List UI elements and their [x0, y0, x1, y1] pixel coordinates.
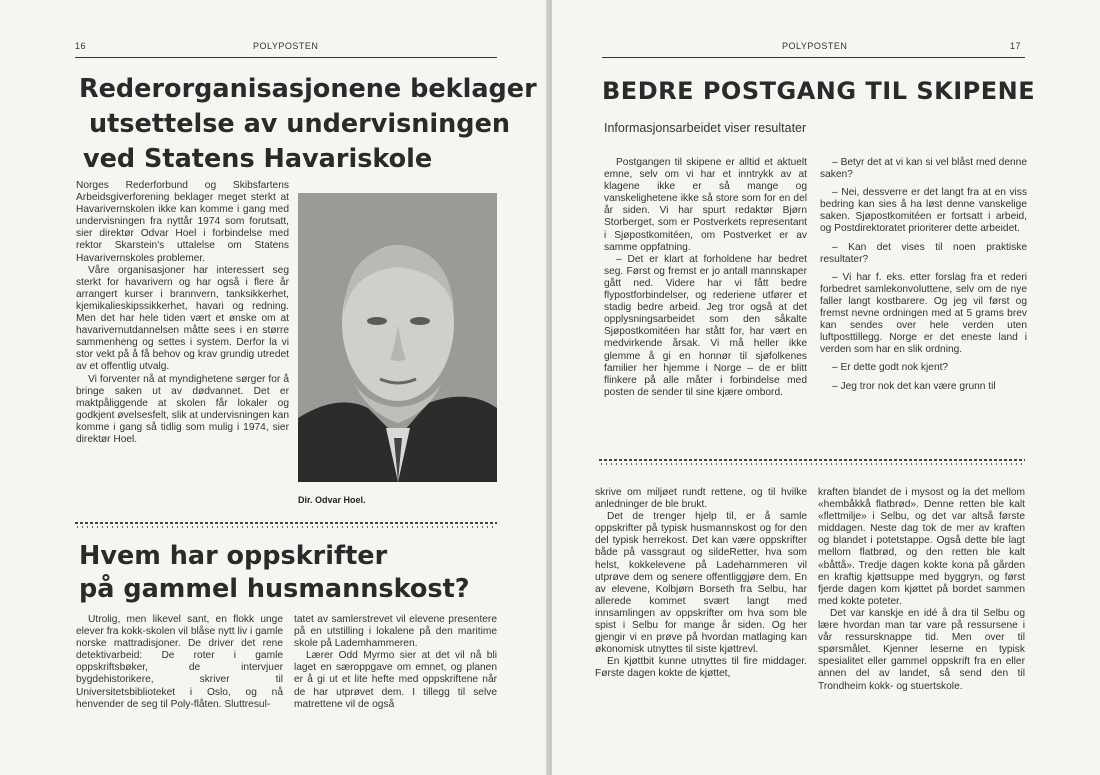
paragraph: – Det er klart at forholdene har bedret seg. Først og fremst er jo antall mannskaper gått ned. Videre har vi fått bedre flypostforbindelser, og rederiene utfører et stadig bedre arbeid. Jeg tror også at det opplysningsarbeidet som den såkalte Sjøpostkomitéen har stått for, har vært en medvirkende årsak. Vi må heller ikke glemme å gi en honnør til sjøfolkenes familier her hjemme i Norge – de er blitt flinkere på alle måter i forbindelse med posten de sender til sine kjære ombord. — [604, 253, 807, 398]
running-head-right: POLYPOSTEN — [782, 41, 848, 51]
paragraph: – Nei, dessverre er det langt fra at en viss bedring kan sies å ha løst denne vanskelige saken. Sjøpostkomitéen er fortsatt i arbeid, og Postdirektoratet prioriterer dette arbeidet. — [820, 187, 1027, 235]
headline-line: Hvem har oppskrifter — [79, 541, 388, 571]
page-number-right: 17 — [1010, 41, 1022, 51]
paragraph: Utrolig, men likevel sant, en flokk unge elever fra kokk-skolen vil blåse nytt liv i gamle norske mattradisjoner. De driver det rene detektivarbeid: De roter i gamle oppskriftsbøker, de intervjuer bygdehistorikere, skriver til Universitetsbiblioteket i Oslo, og nå henvender de seg til Poly-flåten. Sluttresul- — [76, 614, 283, 710]
article-body-rederorganisasjonene — [76, 180, 289, 446]
article-subhead: Informasjonsarbeidet viser resultater — [604, 121, 807, 135]
right-page — [552, 0, 1100, 775]
paragraph: Lærer Odd Myrmo sier at det vil nå bli laget en særoppgave om emnet, og planen er å gi ut et lite hefte med oppskriftene når de har utprøvet dem. I tillegg til selve matrettene vil de også — [294, 650, 497, 710]
headline-line: ved Statens Havariskole — [83, 144, 433, 174]
article-headline-rederorganisasjonene — [79, 72, 537, 177]
paragraph: Det var kanskje en idé å dra til Selbu og lære hvordan man tar vare på ressursene i vår ressursknappe tid. Men over til spørsmålet. Kjenner leserne en typisk spesialitet eller gammel oppskrift fra en eller annen del av landet, så send den til Trondheim kokk- og stuertskole. — [818, 607, 1025, 692]
portrait-photo — [298, 193, 497, 482]
paragraph: kraften blandet de i mysost og la det mellom «hembåkkå flatbrød». Denne retten ble kalt «flettmilje» i Selbu, og det var altså første middagen. Neste dag tok de mer av kraften og blandet i potetstappe. Også dette ble lagt mellom flatbrød, og den retten ble kalt «båttå». Tredje dagen kokte kona på gården en kraftig kjøttsuppe med byggryn, og først fjerde dagen kom kjøttet på bordet sammen med kokte poteter. — [818, 487, 1025, 607]
left-page — [0, 0, 548, 775]
paragraph: Våre organisasjoner har interessert seg sterkt for havarivern og har også i flere år arrangert kurser i brannvern, tanksikkerhet, kjemikalieskipssikkerhet, havari og redning. Men det har hele tiden vært et ønske om at havarivernutdannelsen måtte sees i en større sammenheng og settes i system. Derfor la vi stor vekt på å få behov og krav grundig utredet av et offentlig utvalg. — [76, 264, 289, 373]
paragraph: En kjøttbit kunne utnyttes til fire middager. Første dagen kokte de kjøttet, — [595, 656, 807, 680]
paragraph: – Kan det vises til noen praktiske resultater? — [820, 241, 1027, 265]
paragraph: skrive om miljøet rundt rettene, og til hvilke anledninger de ble brukt. — [595, 487, 807, 511]
paragraph: – Vi har f. eks. etter forslag fra et rederi forbedret samlekonvoluttene, selv om de nye faller langt kostbarere. Og jeg vil først og fremst nevne ordningen med at 5 grams brev kan sendes over hele verden uten luftposttillegg. Norge er det eneste land i verden som har en slik ordning. — [820, 271, 1027, 356]
paragraph: tatet av samlerstrevet vil elevene presentere på en utstilling i lokalene på den maritime skole på Lademhammeren. — [294, 614, 497, 650]
article-headline-husmannskost — [79, 540, 470, 606]
paragraph: – Er dette godt nok kjent? — [832, 362, 949, 374]
article-body-col2-husmannskost — [294, 614, 497, 711]
paragraph: Postgangen til skipene er alltid et aktuelt emne, selv om vi har et inntrykk av at klagene ikke er så mange og vanskelighetene ikke så store som for en del år siden. Vi har spurt redaktør Bjørn Storberget, som er Postverkets representant i Sjøpostkomitéen, om Postverket er av samme oppfatning. — [604, 157, 807, 253]
running-head-left: POLYPOSTEN — [253, 41, 319, 51]
page-number-left: 16 — [75, 41, 87, 51]
decorative-border — [75, 522, 497, 528]
header-rule-right — [602, 57, 1025, 58]
headline-line: utsettelse av undervisningen — [89, 109, 511, 139]
article-headline-postgang: BEDRE POSTGANG TIL SKIPENE — [602, 77, 1036, 105]
photo-caption: Dir. Odvar Hoel. — [298, 495, 366, 505]
paragraph: – Jeg tror nok det kan være grunn til — [832, 380, 996, 392]
decorative-border — [599, 459, 1025, 465]
headline-line: på gammel husmannskost? — [79, 574, 470, 604]
article-body-col4-husmannskost — [818, 487, 1025, 693]
article-body-col3-husmannskost — [595, 487, 807, 681]
paragraph: Det de trenger hjelp til, er å samle oppskrifter på typisk husmannskost og for den del typisk herrekost. Det kan være oppskrifter både på vassgraut og sildeRetter, hva som helst, kokkelevene på Ladehammeren vil utprøve dem og senere offentliggjøre dem. En av elevene, Kolbjørn Borseth fra Selbu, har allerede kommet svært langt med innsamlingen av oppskrifter om hva som ble spist i Selbu for mange år siden. Og her gjengir vi en prøve på hvordan matlaging kan økonomisk utnyttes til siste kjøttrevl. — [595, 511, 807, 656]
paragraph: Norges Rederforbund og Skibsfartens Arbeidsgiverforening beklager meget sterkt at Havarivernskolen ikke kan komme i gang med undervisningen fra nyttår 1974 som forutsatt, sier direktør Odvar Hoel i forbindelse med rektor Skarstein's uttalelse om Statens Havarivernskoles problemer. — [76, 180, 289, 264]
portrait-illustration — [298, 193, 497, 482]
headline-line: Rederorganisasjonene beklager — [79, 74, 537, 104]
article-body-col1-postgang — [604, 157, 807, 399]
header-rule-left — [75, 57, 497, 58]
article-body-col2-postgang — [820, 157, 1027, 393]
paragraph: – Betyr det at vi kan si vel blåst med denne saken? — [820, 157, 1027, 181]
article-body-col1-husmannskost — [76, 614, 283, 711]
paragraph: Vi forventer nå at myndighetene sørger for å bringe saken ut av dødvannet. Det er maktpåliggende at skolen får lokaler og godkjent øvelsesfelt, slik at undervisningen kan komme i gang så tidlig som mulig i 1974, sier direktør Hoel. — [76, 373, 289, 445]
